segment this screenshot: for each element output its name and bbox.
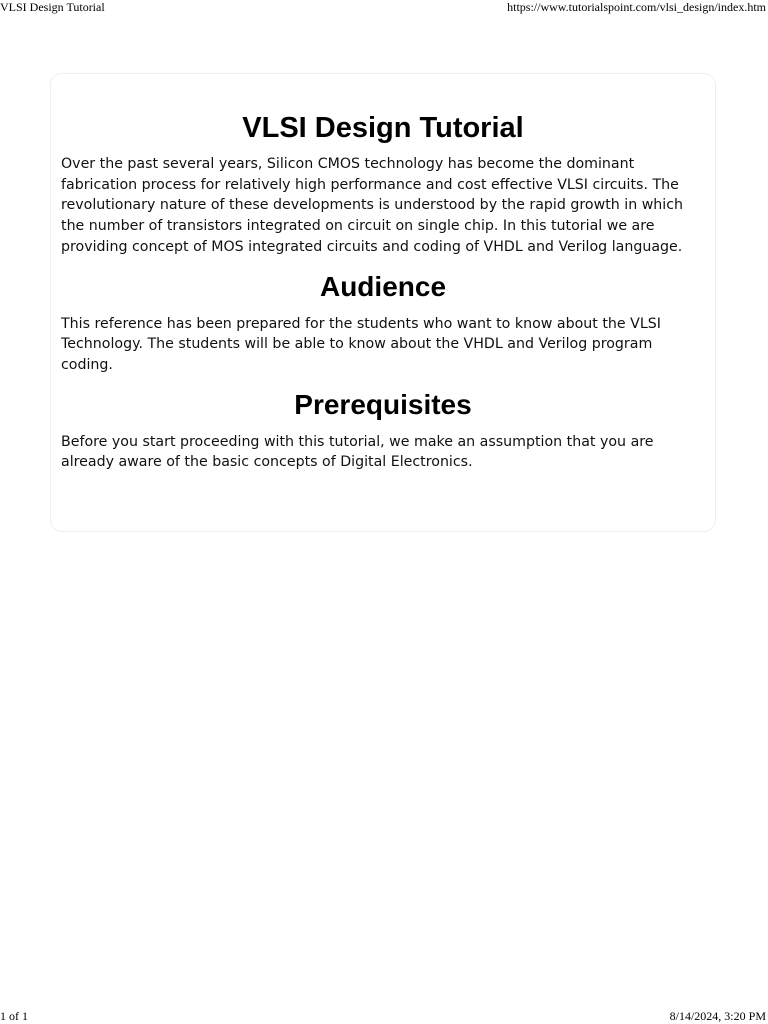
- intro-paragraph: Over the past several years, Silicon CMOS technology has become the dominant fabrication process for relatively high performance and cost effective VLSI circuits. The revolutionary nature of these developments is understood by the rapid growth in which the number of transistors integrated on circuit on single chip. In this tutorial we are providing concept of MOS integrated circuits and coding of VHDL and Verilog language.: [61, 156, 684, 255]
- print-header-title: VLSI Design Tutorial: [0, 0, 105, 14]
- print-footer-datetime: 8/14/2024, 3:20 PM: [669, 1009, 766, 1023]
- print-footer-page-number: 1 of 1: [0, 1009, 28, 1023]
- audience-paragraph: This reference has been prepared for the students who want to know about the VLSI Technology. The students will be able to know about the VHDL and Verilog program coding.: [61, 315, 661, 373]
- prerequisites-paragraph: Before you start proceeding with this tutorial, we make an assumption that you are already aware of the basic concepts of Digital Electronics.: [61, 433, 654, 471]
- page-title: VLSI Design Tutorial: [242, 112, 524, 144]
- audience-heading: Audience: [319, 270, 447, 302]
- print-header-url: https://www.tutorialspoint.com/vlsi_design/index.htm: [507, 0, 766, 14]
- content-card: [50, 73, 716, 532]
- prerequisites-heading: Prerequisites: [294, 388, 472, 420]
